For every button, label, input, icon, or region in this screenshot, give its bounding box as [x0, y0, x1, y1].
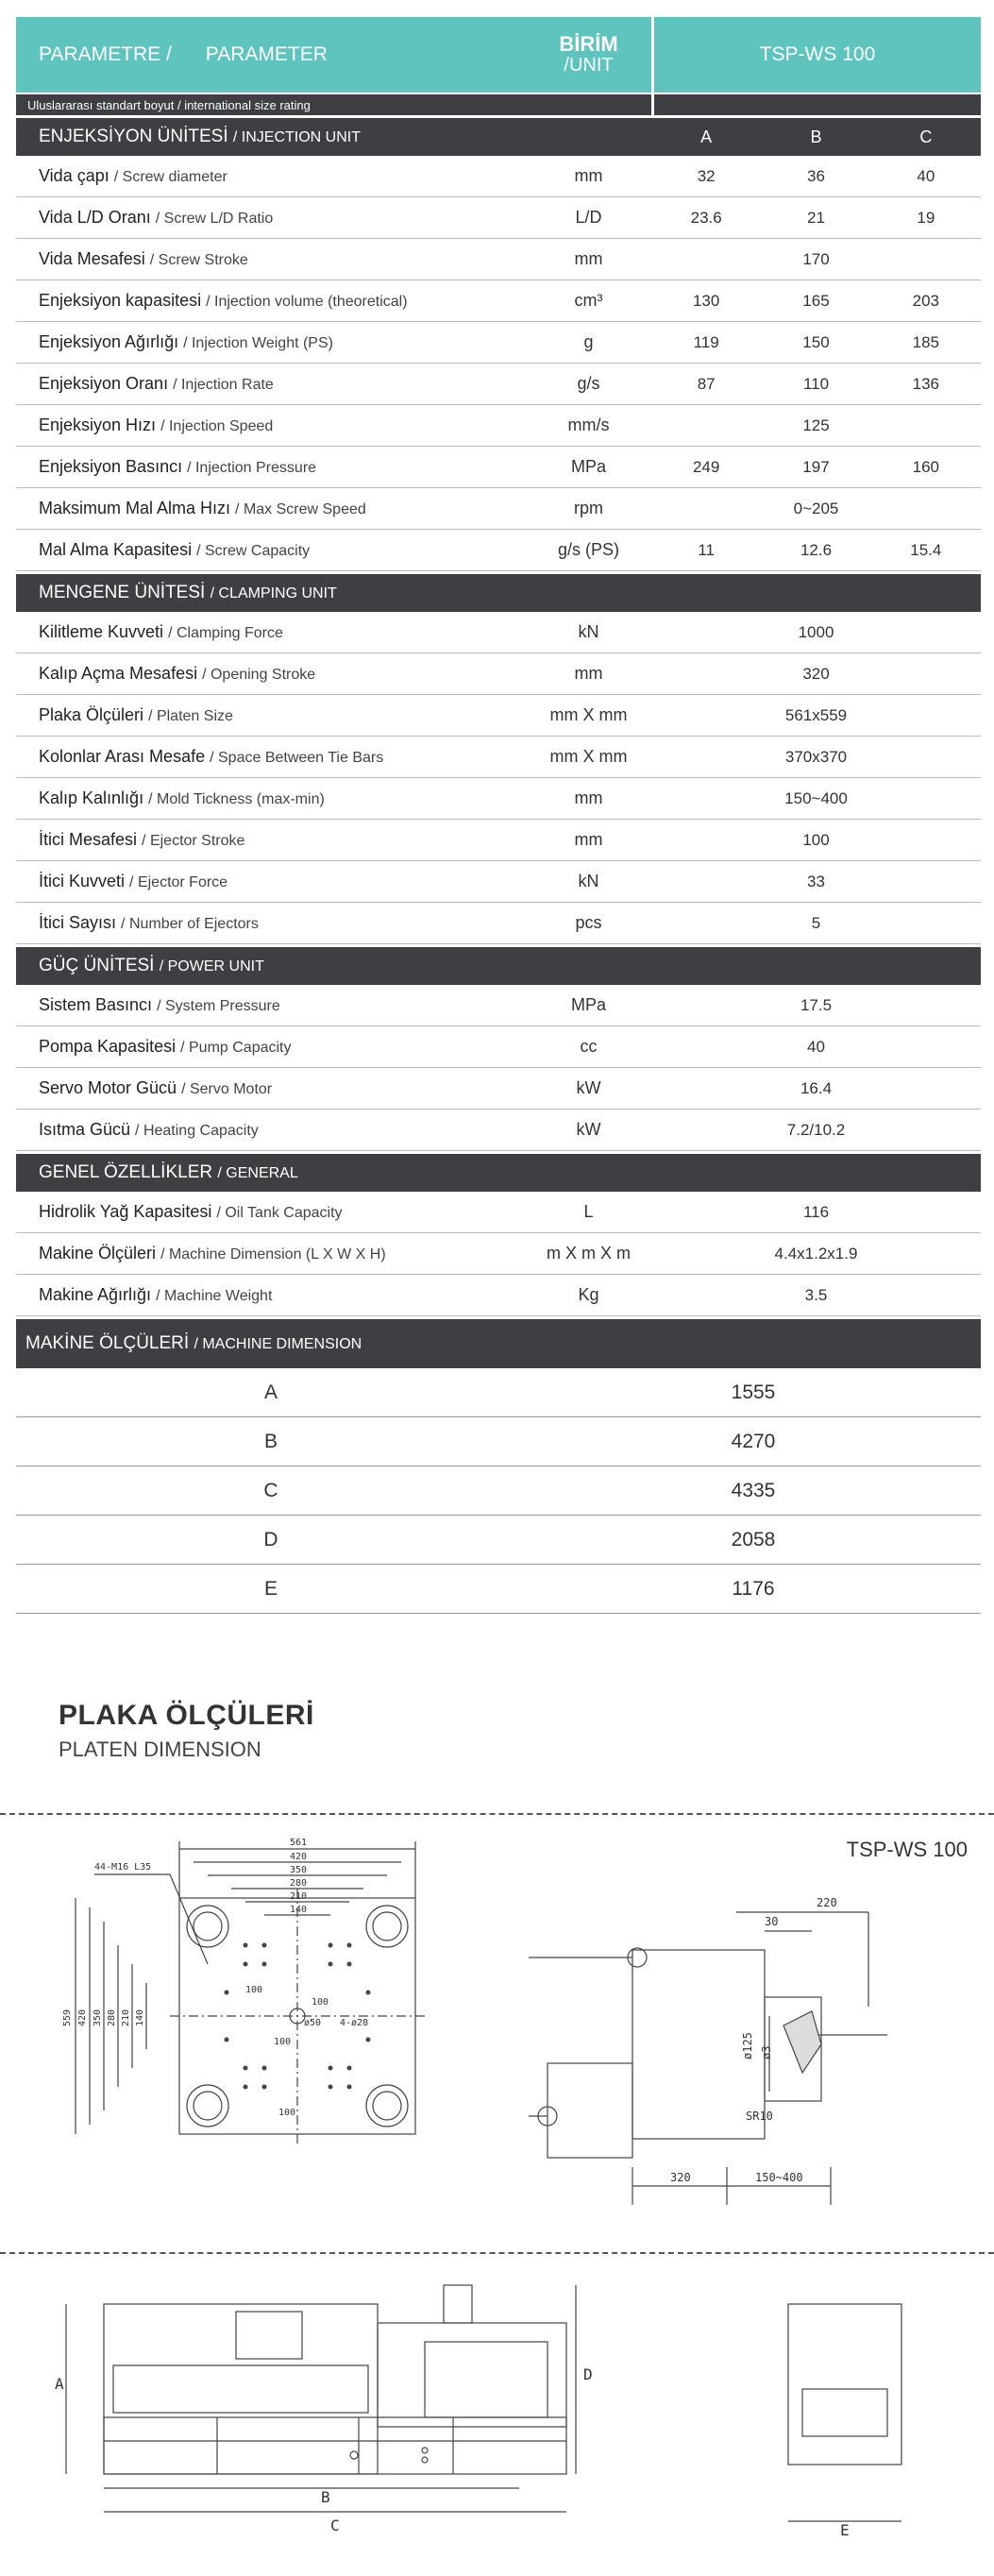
dimension-value: 2058: [731, 1528, 776, 1551]
param-value: 320: [802, 664, 830, 683]
dimension-row: [16, 1466, 981, 1516]
table-row: [16, 778, 981, 820]
inner-100d: 100: [278, 2108, 296, 2118]
param-tr: PARAMETRE /: [39, 43, 172, 65]
section-general: [16, 1154, 981, 1192]
param-value: 1000: [798, 622, 834, 641]
dimension-key: B: [263, 1430, 278, 1452]
param-name: Kalıp Açma Mesafesi / Opening Stroke: [39, 664, 316, 683]
param-name: Hidrolik Yağ Kapasitesi / Oil Tank Capacity: [39, 1202, 343, 1221]
divider: [0, 1813, 994, 1815]
inner-100b: 100: [274, 2037, 292, 2047]
divider-2: [0, 2252, 994, 2254]
label-C: C: [330, 2517, 340, 2534]
col-b: B: [810, 127, 822, 146]
unit-en: /UNIT: [564, 55, 614, 76]
param-value: 11 12.6 15.4: [698, 540, 942, 559]
param-value: 3.5: [804, 1285, 828, 1304]
table-row: [16, 903, 981, 944]
bolt-label: 44-M16 L35: [94, 1862, 152, 1873]
table-row: [16, 280, 981, 322]
param-value: 100: [802, 830, 830, 849]
param-name: Pompa Kapasitesi / Pump Capacity: [39, 1037, 292, 1056]
table-row: [16, 985, 981, 1026]
table-row: [16, 695, 981, 737]
table-row: [16, 1275, 981, 1316]
param-value: 130 165 203: [692, 291, 939, 310]
table-row: [16, 1068, 981, 1110]
dim-140: 140: [290, 1905, 308, 1915]
param-name: Kilitleme Kuvveti / Clamping Force: [39, 622, 283, 641]
param-value: 0~205: [793, 499, 839, 517]
table-row: [16, 861, 981, 903]
param-unit: kN: [578, 872, 599, 890]
platen-title: PLAKA ÖLÇÜLERİ: [59, 1700, 314, 1731]
table-row: [16, 1192, 981, 1233]
table-row: [16, 364, 981, 405]
param-value: 7.2/10.2: [786, 1120, 846, 1139]
table-row: [16, 1233, 981, 1275]
param-name: Vida çapı / Screw diameter: [39, 166, 227, 185]
table-row: [16, 612, 981, 653]
param-name: Mal Alma Kapasitesi / Screw Capacity: [39, 540, 311, 559]
param-unit: m X m X m: [547, 1244, 631, 1263]
section-clamping: [16, 574, 981, 612]
param-value: 125: [802, 415, 830, 434]
param-name: Makine Ağırlığı / Machine Weight: [39, 1285, 273, 1304]
param-name: Sistem Basıncı / System Pressure: [39, 995, 280, 1014]
param-value: 40: [807, 1037, 825, 1056]
dimension-key: D: [263, 1528, 278, 1551]
dimension-key: A: [263, 1381, 278, 1403]
dimension-key: E: [263, 1577, 278, 1600]
table-header: [16, 17, 981, 93]
param-value: 32 36 40: [697, 166, 935, 185]
section-title: GENEL ÖZELLİKLER / GENERAL: [39, 1162, 298, 1182]
param-unit: g/s (PS): [557, 540, 619, 559]
intl-note-row: [16, 93, 981, 115]
param-value: 370x370: [784, 747, 848, 766]
side-220: 220: [817, 1896, 837, 1909]
param-name: Kolonlar Arası Mesafe / Space Between Tie Bars: [39, 747, 384, 766]
dimension-row: [16, 1516, 981, 1565]
table-row: [16, 1026, 981, 1068]
param-value: 561x559: [784, 705, 848, 724]
section-title: MENGENE ÜNİTESİ / CLAMPING UNIT: [39, 583, 337, 602]
param-name: Vida Mesafesi / Screw Stroke: [39, 249, 248, 268]
table-row: [16, 530, 981, 571]
param-value: 4.4x1.2x1.9: [774, 1244, 858, 1263]
table-row: [16, 488, 981, 530]
param-name: Plaka Ölçüleri / Platen Size: [39, 705, 233, 724]
ldim-140: 140: [135, 2008, 145, 2026]
param-value: 17.5: [800, 995, 833, 1014]
label-D: D: [583, 2365, 593, 2383]
param-name: İtici Sayısı / Number of Ejectors: [39, 913, 259, 932]
ldim-350: 350: [93, 2008, 103, 2026]
ldim-210: 210: [121, 2008, 131, 2026]
param-unit: g: [583, 332, 594, 351]
dimension-row: [16, 1565, 981, 1614]
param-name: Enjeksiyon Ağırlığı / Injection Weight (PS): [39, 332, 333, 351]
param-unit: g/s: [577, 374, 600, 393]
param-value: 87 110 136: [697, 374, 939, 393]
intl-note: Uluslararası standart boyut / international size rating: [27, 97, 311, 112]
section-title: MAKİNE ÖLÇÜLERİ / MACHINE DIMENSION: [25, 1333, 362, 1353]
table-row: [16, 156, 981, 197]
label-A: A: [55, 2375, 64, 2393]
param-en: PARAMETER: [205, 43, 328, 65]
side-320: 320: [670, 2171, 691, 2184]
side-30: 30: [765, 1915, 779, 1928]
inner-100a: 100: [312, 1997, 329, 2008]
label-E: E: [840, 2521, 850, 2539]
param-value: 116: [802, 1202, 830, 1221]
dimension-row: [16, 1368, 981, 1417]
param-unit: kW: [576, 1120, 601, 1139]
param-value: 170: [802, 249, 830, 268]
param-name: Makine Ölçüleri / Machine Dimension (L X W X H): [39, 1244, 386, 1263]
param-value: 249 197 160: [692, 457, 939, 476]
param-unit: cm³: [574, 291, 603, 310]
ldim-420: 420: [77, 2008, 88, 2026]
dimension-value: 4335: [731, 1479, 776, 1501]
unit-tr: BİRİM: [559, 32, 618, 56]
param-name: Enjeksiyon kapasitesi / Injection volume (theoretical): [39, 291, 408, 310]
side-150-400: 150~400: [755, 2171, 803, 2184]
param-name: Enjeksiyon Hızı / Injection Speed: [39, 415, 274, 434]
param-name: Enjeksiyon Oranı / Injection Rate: [39, 374, 274, 393]
dim-420: 420: [290, 1852, 308, 1862]
param-name: Enjeksiyon Basıncı / Injection Pressure: [39, 457, 317, 476]
section-dimension: [16, 1319, 981, 1368]
platen-subtitle: PLATEN DIMENSION: [59, 1737, 261, 1761]
table-row: [16, 447, 981, 488]
inner-4d28: 4-ø28: [340, 2018, 369, 2028]
platen-front-drawing: [57, 1832, 453, 2191]
param-unit: rpm: [574, 499, 603, 517]
ldim-559: 559: [62, 2008, 73, 2026]
table-row: [16, 197, 981, 239]
table-row: [16, 653, 981, 695]
param-unit: mm X mm: [549, 747, 628, 766]
param-unit: L/D: [575, 208, 602, 227]
param-value: 23.6 21 19: [690, 208, 935, 227]
param-unit: mm: [574, 830, 603, 849]
param-unit: mm: [574, 788, 603, 807]
param-unit: mm: [574, 166, 603, 185]
dimension-key: C: [263, 1479, 278, 1501]
param-name: Kalıp Kalınlığı / Mold Tickness (max-min): [39, 788, 325, 807]
drawing-model: TSP-WS 100: [846, 1838, 968, 1861]
section-power: [16, 947, 981, 985]
param-name: İtici Kuvveti / Ejector Force: [39, 872, 228, 890]
param-name: Isıtma Gücü / Heating Capacity: [39, 1120, 259, 1139]
table-row: [16, 1110, 981, 1151]
table-row: [16, 737, 981, 778]
side-d125: ø125: [741, 2032, 754, 2059]
dim-350: 350: [290, 1865, 308, 1875]
param-name: İtici Mesafesi / Ejector Stroke: [39, 830, 245, 849]
dimension-row: [16, 1417, 981, 1466]
param-value: 33: [807, 872, 825, 890]
model-name: TSP-WS 100: [651, 17, 981, 93]
dim-280: 280: [290, 1878, 308, 1889]
dim-210: 210: [290, 1891, 308, 1902]
table-row: [16, 820, 981, 861]
dim-561: 561: [290, 1838, 308, 1848]
col-c: C: [919, 127, 933, 146]
param-value: 119 150 185: [693, 332, 939, 351]
section-title: GÜÇ ÜNİTESİ / POWER UNIT: [39, 956, 264, 975]
param-unit: kN: [578, 622, 599, 641]
param-value: 150~400: [784, 788, 848, 807]
inner-100c: 100: [245, 1985, 263, 1995]
param-unit: pcs: [575, 913, 602, 932]
section-title: ENJEKSİYON ÜNİTESİ / INJECTION UNIT: [39, 127, 361, 146]
dimension-value: 4270: [731, 1430, 776, 1452]
table-row: [16, 239, 981, 280]
side-sr10: SR10: [746, 2110, 773, 2123]
dimension-value: 1555: [731, 1381, 776, 1403]
param-unit: mm/s: [567, 415, 610, 434]
param-unit: cc: [580, 1037, 598, 1056]
param-unit: Kg: [578, 1285, 599, 1304]
platen-side-drawing: [529, 1893, 925, 2205]
param-unit: mm X mm: [549, 705, 628, 724]
param-name: Vida L/D Oranı / Screw L/D Ratio: [39, 208, 274, 227]
param-name: Servo Motor Gücü / Servo Motor: [39, 1078, 273, 1097]
param-unit: mm: [574, 249, 603, 268]
platen-heading: [59, 1700, 314, 1762]
param-name: Maksimum Mal Alma Hızı / Max Screw Speed: [39, 499, 366, 517]
label-B: B: [321, 2488, 330, 2506]
param-value: 5: [811, 913, 821, 932]
table-row: [16, 322, 981, 364]
param-unit: MPa: [570, 995, 606, 1014]
param-unit: MPa: [570, 457, 606, 476]
section-injection: [16, 118, 981, 156]
param-unit: mm: [574, 664, 603, 683]
table-row: [16, 405, 981, 447]
side-d3: ø3: [760, 2045, 773, 2059]
col-a: A: [700, 127, 713, 146]
ldim-280: 280: [107, 2008, 117, 2026]
param-unit: kW: [576, 1078, 601, 1097]
spec-table: [16, 17, 981, 1614]
param-value: 16.4: [800, 1078, 833, 1097]
inner-d50: ø50: [304, 2018, 322, 2028]
dimension-value: 1176: [732, 1577, 775, 1600]
machine-drawing: [28, 2276, 972, 2559]
param-unit: L: [583, 1202, 594, 1221]
